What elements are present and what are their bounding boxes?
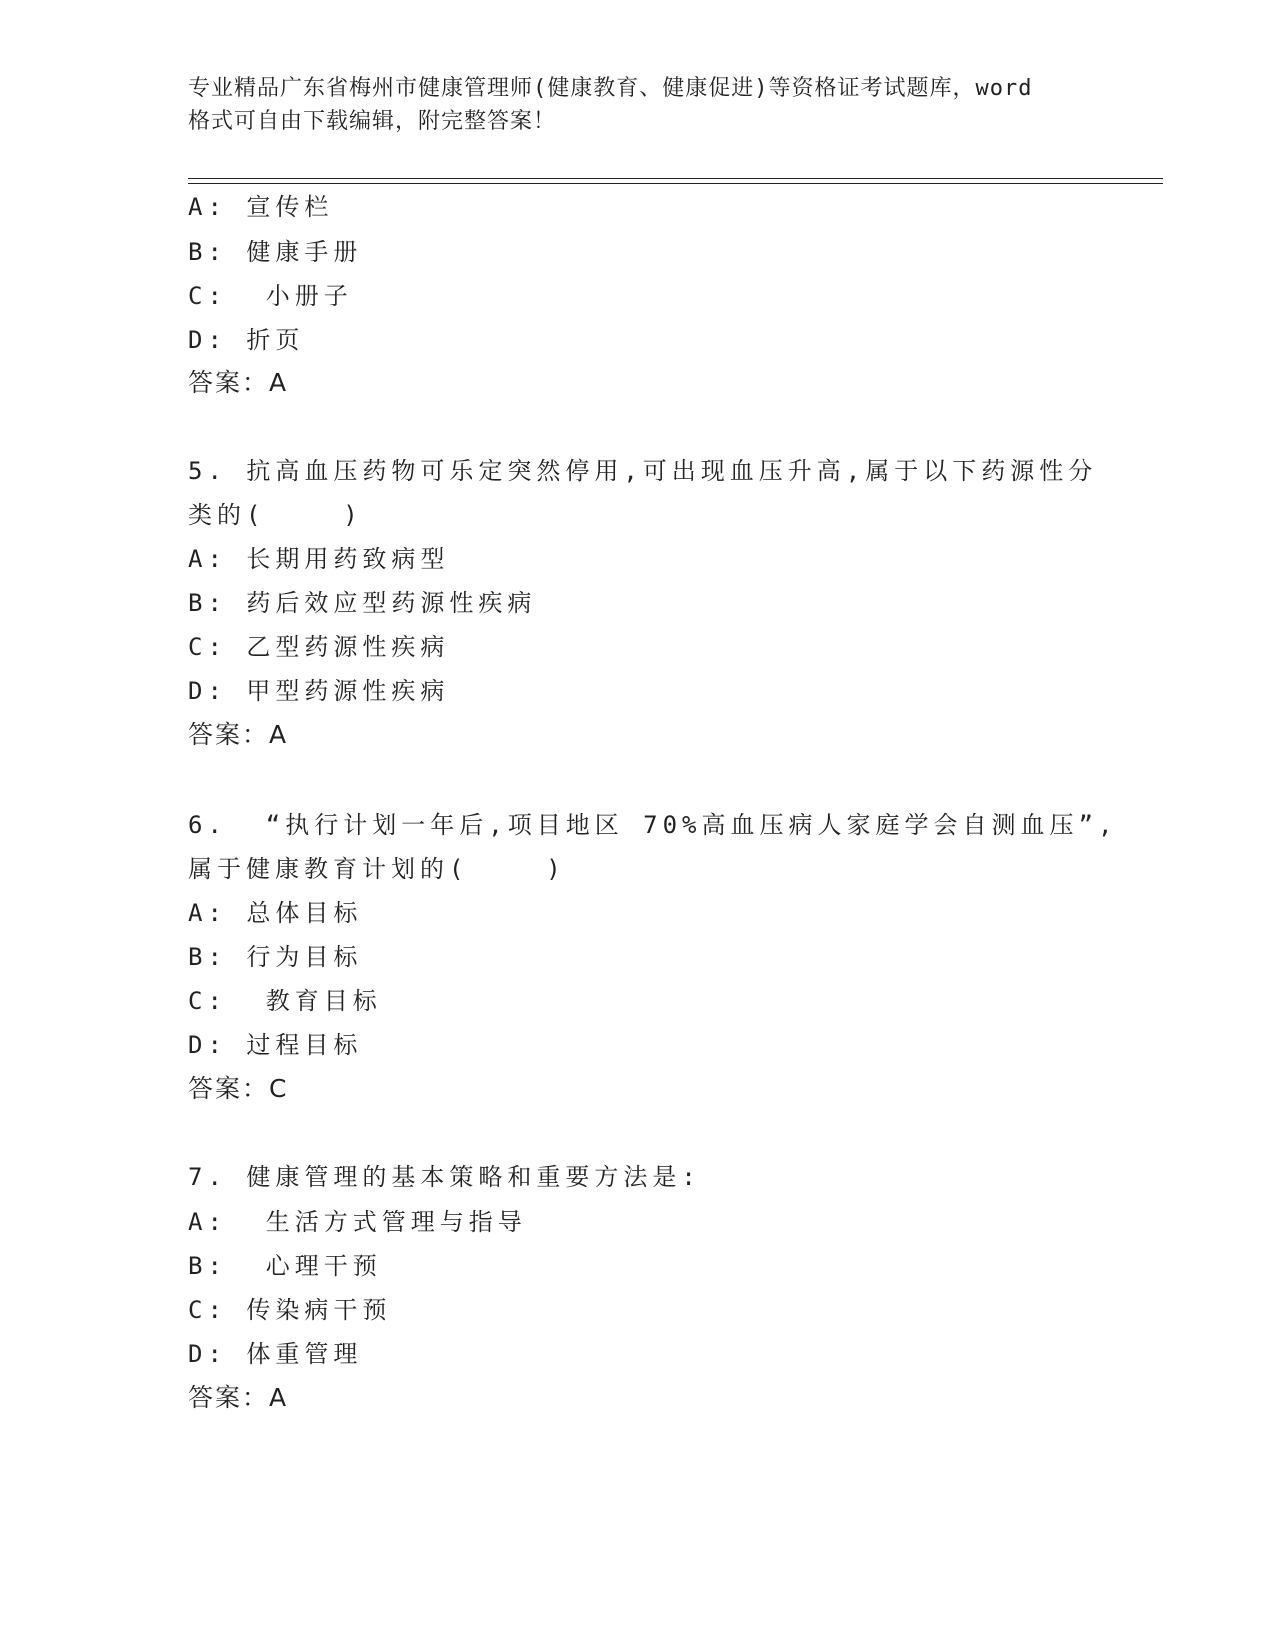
q4-option-b: B: 健康手册 [188, 238, 363, 266]
document-header [188, 72, 1088, 138]
q6-answer: 答案：C [188, 1074, 289, 1103]
q5-option-b: B: 药后效应型药源性疾病 [188, 589, 537, 617]
q4-answer: 答案：A [188, 368, 289, 397]
q7-option-d: D: 体重管理 [188, 1340, 363, 1368]
q4-option-d: D: 折页 [188, 326, 305, 354]
q4-option-a: A: 宣传栏 [188, 193, 334, 221]
q5-option-d: D: 甲型药源性疾病 [188, 677, 450, 705]
q6-option-a: A: 总体目标 [188, 899, 363, 927]
q7-stem-line-1: 7. 健康管理的基本策略和重要方法是: [188, 1163, 701, 1191]
q6-stem-line-1: 6. “执行计划一年后,项目地区 70%高血压病人家庭学会自测血压”, [188, 811, 1118, 839]
q6-option-d: D: 过程目标 [188, 1031, 363, 1059]
q6-option-c: C: 教育目标 [188, 987, 382, 1015]
q5-option-c: C: 乙型药源性疾病 [188, 633, 450, 661]
header-line-1: 专业精品广东省梅州市健康管理师(健康教育、健康促进)等资格证考试题库，word [188, 76, 1033, 101]
q5-option-a: A: 长期用药致病型 [188, 545, 450, 573]
q4-option-c: C: 小册子 [188, 282, 353, 310]
q7-option-b: B: 心理干预 [188, 1252, 382, 1280]
header-divider-top [188, 178, 1163, 179]
header-divider-bottom [188, 183, 1163, 184]
q7-answer: 答案：A [188, 1383, 289, 1412]
q5-stem-line-1: 5. 抗高血压药物可乐定突然停用,可出现血压升高,属于以下药源性分 [188, 457, 1098, 485]
q5-answer: 答案：A [188, 720, 289, 749]
header-line-2: 格式可自由下载编辑，附完整答案！ [188, 109, 557, 134]
q7-option-a: A: 生活方式管理与指导 [188, 1208, 527, 1236]
q6-option-b: B: 行为目标 [188, 943, 363, 971]
q5-stem-line-2: 类的( ) [188, 501, 363, 529]
q7-option-c: C: 传染病干预 [188, 1296, 392, 1324]
q6-stem-line-2: 属于健康教育计划的( ) [188, 855, 566, 883]
